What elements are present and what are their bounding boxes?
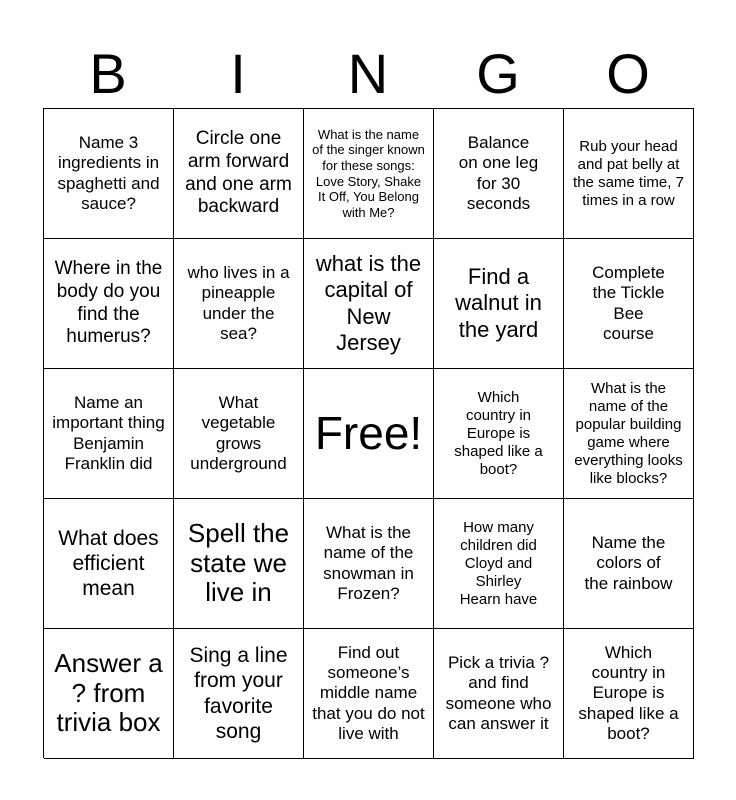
bingo-grid (43, 108, 694, 758)
cell-text: Spell the state we live in (187, 517, 290, 608)
bingo-cell-r4-c1[interactable] (44, 499, 174, 629)
cell-text: Find a walnut in the yard (455, 263, 542, 342)
header-letter-o: O (606, 42, 650, 105)
bingo-cell-r1-c5[interactable] (564, 109, 694, 239)
header-letter-g: G (476, 42, 520, 105)
cell-text: Which country in Europe is shaped like a boot? (578, 642, 679, 744)
bingo-cell-r2-c4[interactable] (434, 239, 564, 369)
bingo-cell-r5-c1[interactable] (44, 629, 174, 759)
header-letter-n: N (347, 42, 389, 105)
bingo-cell-r1-c2[interactable] (174, 109, 304, 239)
bingo-cell-r1-c4[interactable] (434, 109, 564, 239)
bingo-cell-r5-c5[interactable] (564, 629, 694, 759)
bingo-cell-r4-c5[interactable] (564, 499, 694, 629)
bingo-cell-r2-c1[interactable] (44, 239, 174, 369)
bingo-cell-r3-c5[interactable] (564, 369, 694, 499)
cell-text: Name the colors of the rainbow (584, 532, 673, 593)
bingo-cell-r3-c1[interactable] (44, 369, 174, 499)
cell-text: What vegetable grows underground (190, 392, 287, 473)
bingo-cell-r4-c4[interactable] (434, 499, 564, 629)
bingo-cell-r2-c3[interactable] (304, 239, 434, 369)
bingo-cell-r1-c1[interactable] (44, 109, 174, 239)
bingo-cell-r2-c2[interactable] (174, 239, 304, 369)
bingo-header (43, 40, 693, 108)
cell-text: What is the name of the snowman in Frozen? (323, 522, 414, 603)
cell-text: Complete the Tickle Bee course (592, 262, 665, 343)
cell-text: Name an important thing Benjamin Franklin did (52, 392, 165, 473)
header-letter-i: I (230, 42, 246, 105)
bingo-cell-r5-c4[interactable] (434, 629, 564, 759)
cell-text: what is the capital of New Jersey (315, 250, 422, 355)
cell-text: Find out someone’s middle name that you do not live with (312, 642, 425, 744)
cell-text: What is the name of the singer known for these songs: Love Story, Shake It Off, You Belong with Me? (312, 126, 425, 220)
bingo-cell-r1-c3[interactable] (304, 109, 434, 239)
cell-text: Which country in Europe is shaped like a boot? (454, 388, 543, 478)
cell-text: who lives in a pineapple under the sea? (187, 262, 290, 343)
bingo-cell-r5-c2[interactable] (174, 629, 304, 759)
bingo-cell-free[interactable] (304, 369, 434, 499)
free-space-label: Free! (314, 406, 423, 459)
cell-text: Pick a trivia ? and find someone who can answer it (445, 652, 552, 733)
bingo-cell-r2-c5[interactable] (564, 239, 694, 369)
cell-text: Circle one arm forward and one arm backward (185, 127, 292, 218)
bingo-cell-r3-c2[interactable] (174, 369, 304, 499)
cell-text: What is the name of the popular building game where everything looks like blocks? (574, 379, 683, 487)
cell-text: Answer a ? from trivia box (54, 647, 163, 738)
cell-text: What does efficient mean (58, 526, 159, 601)
cell-text: Rub your head and pat belly at the same time, 7 times in a row (573, 137, 684, 209)
cell-text: Name 3 ingredients in spaghetti and sauce? (57, 132, 160, 213)
cell-text: Balance on one leg for 30 seconds (458, 132, 539, 213)
header-letter-b: B (89, 42, 127, 105)
cell-text: Sing a line from your favorite song (189, 644, 288, 743)
bingo-cell-r5-c3[interactable] (304, 629, 434, 759)
bingo-cell-r4-c3[interactable] (304, 499, 434, 629)
cell-text: Where in the body do you find the humerus? (54, 257, 163, 348)
bingo-cell-r4-c2[interactable] (174, 499, 304, 629)
cell-text: How many children did Cloyd and Shirley Hearn have (459, 518, 538, 608)
bingo-cell-r3-c4[interactable] (434, 369, 564, 499)
